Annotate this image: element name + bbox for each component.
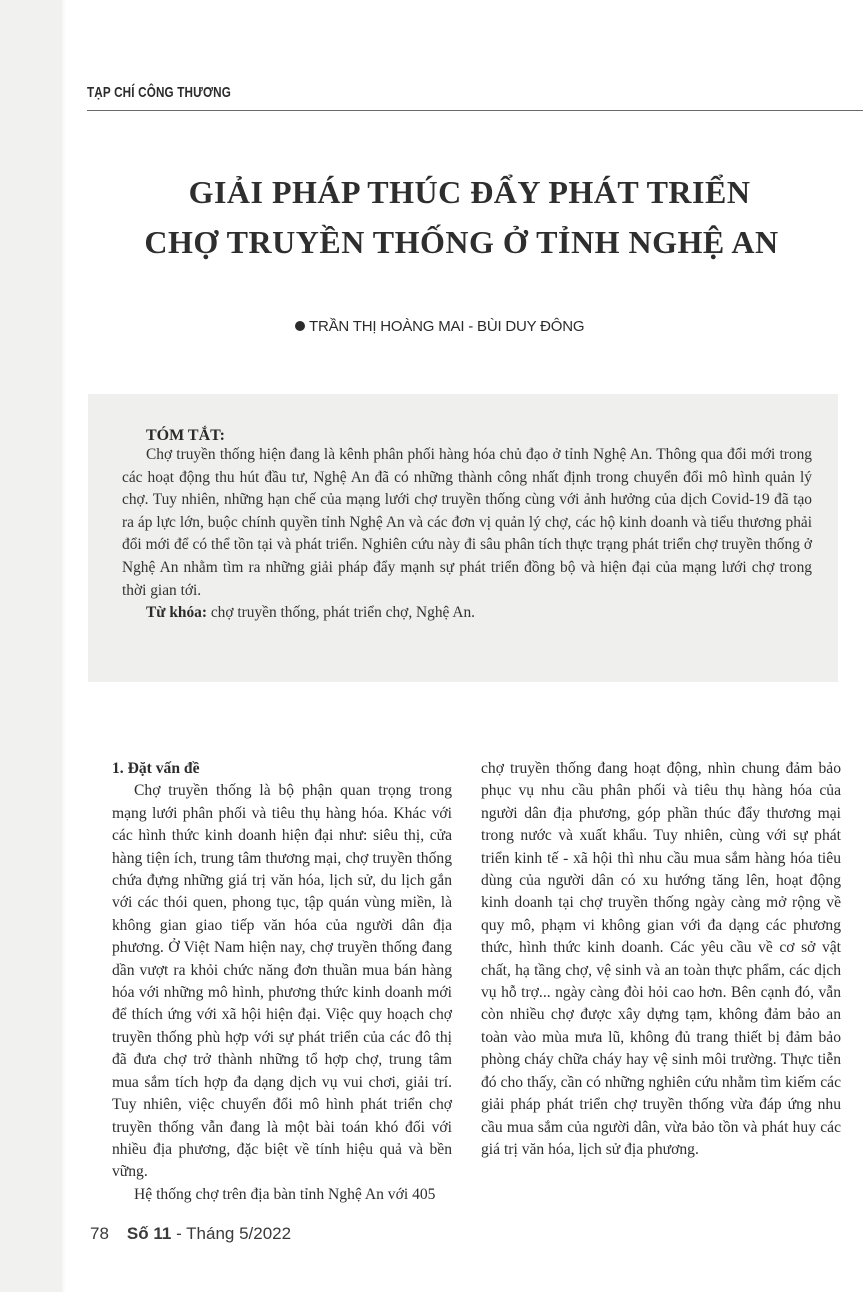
paragraph: Chợ truyền thống là bộ phận quan trọng trong mạng lưới phân phối và tiêu thụ hàng hóa. Khác với các hình thức kinh doanh hiện đại như: siêu thị, cửa hàng tiện ích, trung tâm thương mại, chợ truyền thống chứa đựng những giá trị văn hóa, lịch sử, du lịch gắn với các thói quen, phong tục, tập quán vùng miền, là không gian giao tiếp văn hóa của người dân địa phương. Ở Việt Nam hiện nay, chợ truyền thống đang dần vượt ra khỏi chức năng đơn thuần mua bán hàng hóa với những mô hình, phương thức kinh doanh mới để thích ứng với xã hội hiện đại. Việc quy hoạch chợ truyền thống phù hợp với sự phát triển của các đô thị đã đưa chợ trở thành những tổ hợp chợ, trung tâm mua sắm tích hợp đa dạng dịch vụ vui chơi, giải trí. Tuy nhiên, việc chuyển đổi mô hình phát triển chợ truyền thống vẫn đang là một bài toán khó đối với nhiều địa phương, đặc biệt về tính hiệu quả và bền vững. [112,782,452,1181]
paragraph: Hệ thống chợ trên địa bàn tỉnh Nghệ An với 405 [134,1185,436,1203]
bullet-icon [295,321,305,331]
issue-number: Số 11 [126,1224,172,1243]
page-footer [90,1224,291,1244]
authors [295,318,584,335]
header-rule [87,110,863,111]
keywords-text: chợ truyền thống, phát triển chợ, Nghệ An. [206,604,476,622]
abstract-heading: TÓM TẮT: [146,427,225,444]
abstract-box [88,394,838,682]
page-number: 78 [90,1224,109,1243]
article-title-line1: GIẢI PHÁP THÚC ĐẨY PHÁT TRIỂN [188,174,751,210]
journal-header: TẠP CHÍ CÔNG THƯƠNG [87,84,231,101]
paragraph: chợ truyền thống đang hoạt động, nhìn chung đảm bảo phục vụ nhu cầu phân phối và tiêu thụ hàng hóa của người dân địa phương, góp phần thúc đẩy thương mại trong nước và xuất khẩu. Tuy nhiên, cùng với sự phát triển kinh tế - xã hội thì nhu cầu mua sắm hàng hóa tiêu dùng của người dân có xu hướng tăng lên, hoạt động kinh doanh tại chợ truyền thống ngày càng mở rộng về quy mô, phạm vi không gian với đa dạng các phương thức, hình thức kinh doanh. Các yêu cầu về cơ sở vật chất, hạ tầng chợ, vệ sinh và an toàn thực phẩm, các dịch vụ hỗ trợ... ngày càng đòi hỏi cao hơn. Bên cạnh đó, vẫn còn nhiều chợ được xây dựng tạm, không đảm bảo an toàn vào mùa mưa lũ, không đủ trang thiết bị đảm bảo phòng cháy chữa cháy hay vệ sinh môi trường. Thực tiễn đó cho thấy, cần có những nghiên cứu nhằm tìm kiếm các giải pháp phát triển chợ truyền thống vừa đáp ứng nhu cầu mua sắm của người dân, vừa bảo tồn và phát huy các giá trị văn hóa, lịch sử địa phương. [481,760,841,1158]
section-heading: 1. Đặt vấn đề [112,760,200,777]
abstract-text: Chợ truyền thống hiện đang là kênh phân phối hàng hóa chủ đạo ở tỉnh Nghệ An. Thông qua đổi mới trong các hoạt động thu hút đầu tư, Nghệ An đã có những thành công nhất định trong chuyển đổi mô hình quản lý chợ. Tuy nhiên, những hạn chế của mạng lưới chợ truyền thống cùng với ảnh hưởng của dịch Covid-19 đã tạo ra áp lực lớn, buộc chính quyền tỉnh Nghệ An và các đơn vị quản lý chợ, các hộ kinh doanh và tiểu thương phải đổi mới để có thể tồn tại và phát triển. Nghiên cứu này đi sâu phân tích thực trạng phát triển chợ truyền thống ở Nghệ An nhằm tìm ra những giải pháp đẩy mạnh sự phát triển đồng bộ và hiện đại của mạng lưới chợ trong thời gian tới. [122,446,812,599]
article-title-line2: CHỢ TRUYỀN THỐNG Ở TỈNH NGHỆ AN [144,224,779,260]
issue-date: - Tháng 5/2022 [171,1224,292,1243]
authors-text: TRẦN THỊ HOÀNG MAI - BÙI DUY ĐÔNG [309,318,585,335]
column-right [481,758,841,1161]
keywords [122,602,812,625]
page-gutter [0,0,62,1292]
abstract-body [122,444,812,625]
column-left [112,758,452,1206]
keywords-label: Từ khóa: [146,604,207,622]
page-gutter-edge [62,0,66,1292]
